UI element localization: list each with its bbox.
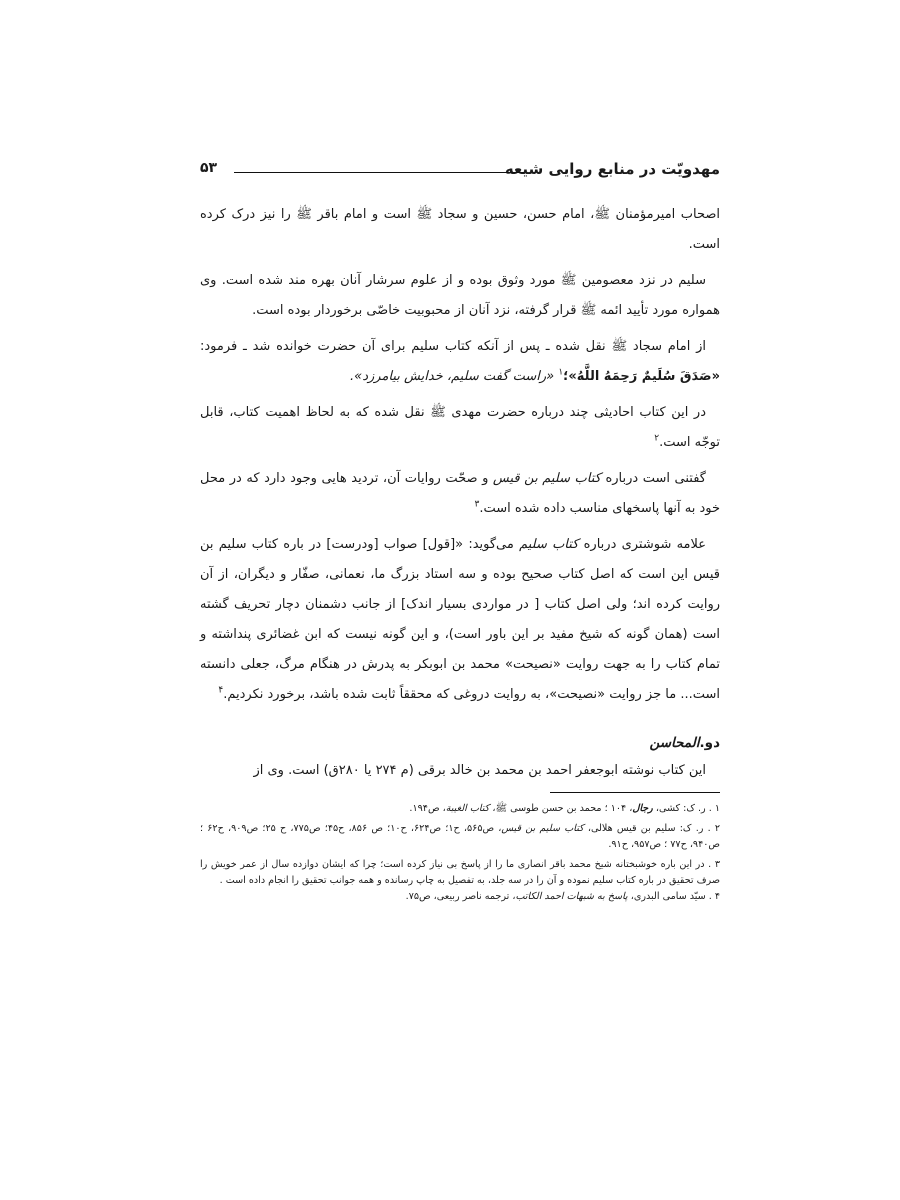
footnote-ref[interactable]: ۲ — [654, 433, 660, 444]
page-number: ۵۳ — [200, 160, 218, 176]
footnote-text: ۳ . در این باره خوشبختانه شیخ محمد باقر انصاری ما را از پاسخ بی نیاز کرده است؛ چرا که ایشان دوازده سال از عمر خویش را صرف تحقیق در باره کتاب سلیم نموده و آن را در سه جلد، به تفصیل به چاپ رسانده و همه جوانب تحقیق را انجام داده است . — [200, 859, 720, 886]
footnote-source: کتاب سلیم بن قیس — [501, 823, 584, 834]
footnote — [200, 821, 720, 853]
quote-translation: «راست گفت سلیم، خدایش بیامرزد». — [350, 369, 555, 384]
section-title: المحاسن — [649, 735, 700, 751]
footnotes — [200, 801, 720, 905]
paragraph — [200, 530, 720, 710]
footnote-text: ، ترجمه ناصر ربیعی، ص۷۵. — [405, 891, 516, 902]
book-title-italic: کتاب سلیم — [519, 537, 579, 552]
paragraph — [200, 266, 720, 326]
paragraph — [200, 464, 720, 524]
footnote-text: ۱ . ر. ک: کشی، — [655, 803, 720, 814]
header-rule — [234, 172, 524, 173]
footnote-ref[interactable]: ۴ — [218, 685, 224, 696]
arabic-quote: «صَدَقَ سُلَیمٌ رَحِمَهُ اللَّهُ»؛ — [563, 369, 720, 384]
paragraph-text: از امام سجاد ﷺ نقل شده ـ پس از آنکه کتاب سلیم برای آن حضرت خوانده شد ـ فرمود: — [200, 339, 706, 354]
footnote-text: ، ۱۰۴ ؛ محمد بن حسن طوسی ﷺ، — [492, 803, 633, 814]
paragraph — [200, 332, 720, 392]
footnote-text: ، ص۵۶۵، ح۱؛ ص۶۲۴، ح۱۰؛ ص ۸۵۶، ح۴۵؛ ص۷۷۵، ح ۲۵؛ ص۹۰۹، ح۶۲ ؛ ص۹۴۰، ح۷۷ ؛ ص۹۵۷، ح۹۱. — [200, 823, 720, 850]
footnote-text: ، ص۱۹۴. — [409, 803, 446, 814]
footnote — [200, 801, 720, 817]
paragraph — [200, 756, 720, 786]
book-title-italic: کتاب سلیم بن قیس — [492, 471, 601, 486]
footnote-ref[interactable]: ۱ — [558, 367, 564, 378]
paragraph-text: در این کتاب احادیثی چند درباره حضرت مهدی ﷺ نقل شده که به لحاظ اهمیت کتاب، قابل توجّه است. — [200, 405, 720, 450]
footnote-source: پاسخ به شبهات احمد الکاتب — [515, 891, 628, 902]
footnote-separator — [550, 792, 720, 793]
book-page — [200, 150, 720, 909]
footnote-source: رجال — [632, 803, 653, 814]
paragraph-text: سلیم در نزد معصومین ﷺ مورد وثوق بوده و از علوم سرشار آنان بهره مند شده است. وی همواره مورد تأیید ائمه ﷺ قرار گرفته، نزد آنان از محبوبیت خاصّی برخوردار بوده است. — [200, 273, 720, 318]
paragraph — [200, 398, 720, 458]
footnote-text: ۲ . ر. ک: سلیم بن قیس هلالی، — [587, 823, 721, 834]
paragraph — [200, 200, 720, 260]
footnote-ref[interactable]: ۳ — [474, 499, 480, 510]
paragraph-text: گفتنی است درباره — [605, 471, 706, 486]
main-text — [200, 200, 720, 786]
paragraph-text: می‌گوید: «[قول] صواب [ودرست] در باره کتاب سلیم بن قیس این است که اصل کتاب صحیح بوده و سه استاد بزرگ ما، نعمانی، صفّار و دیگران، از آن روایت کرده اند؛ ولی اصل کتاب [ در مواردی بسیار اندک] از جانب دشمنان دچار تحریف گشته است (همان گونه که شیخ مفید بر این باور است)، و این گونه نیست که ابن غضائری پنداشته و تمام کتاب را به جهت روایت «نصیحت» محمد بن ابوبکر به پدرش در هنگام مرگ، جعلی دانسته است... ما جز روایت «نصیحت»، به روایت دروغی که محققاً ثابت شده باشد، برخورد نکردیم. — [200, 537, 720, 702]
section-number: دو. — [699, 735, 720, 751]
footnote — [200, 889, 720, 905]
paragraph-text: این کتاب نوشته ابوجعفر احمد بن محمد بن خالد برقی (م ۲۷۴ یا ۲۸۰ق) است. وی از — [253, 763, 706, 778]
paragraph-text: اصحاب امیرمؤمنان ﷺ، امام حسن، حسین و سجاد ﷺ است و امام باقر ﷺ را نیز درک کرده است. — [200, 207, 720, 252]
footnote — [200, 857, 720, 889]
footnote-source: کتاب الغیبة — [445, 803, 490, 814]
running-title: مهدویّت در منابع روایی شیعه — [504, 160, 720, 178]
section-heading — [200, 730, 720, 756]
paragraph-text: علامه شوشتری درباره — [583, 537, 707, 552]
paragraph-text: و صحّت روایات آن، تردید هایی وجود دارد که در محل خود به آنها پاسخهای مناسب داده شده است. — [200, 471, 720, 516]
page-header — [200, 150, 720, 190]
footnote-text: ۴ . سیّد سامی البدری، — [630, 891, 720, 902]
